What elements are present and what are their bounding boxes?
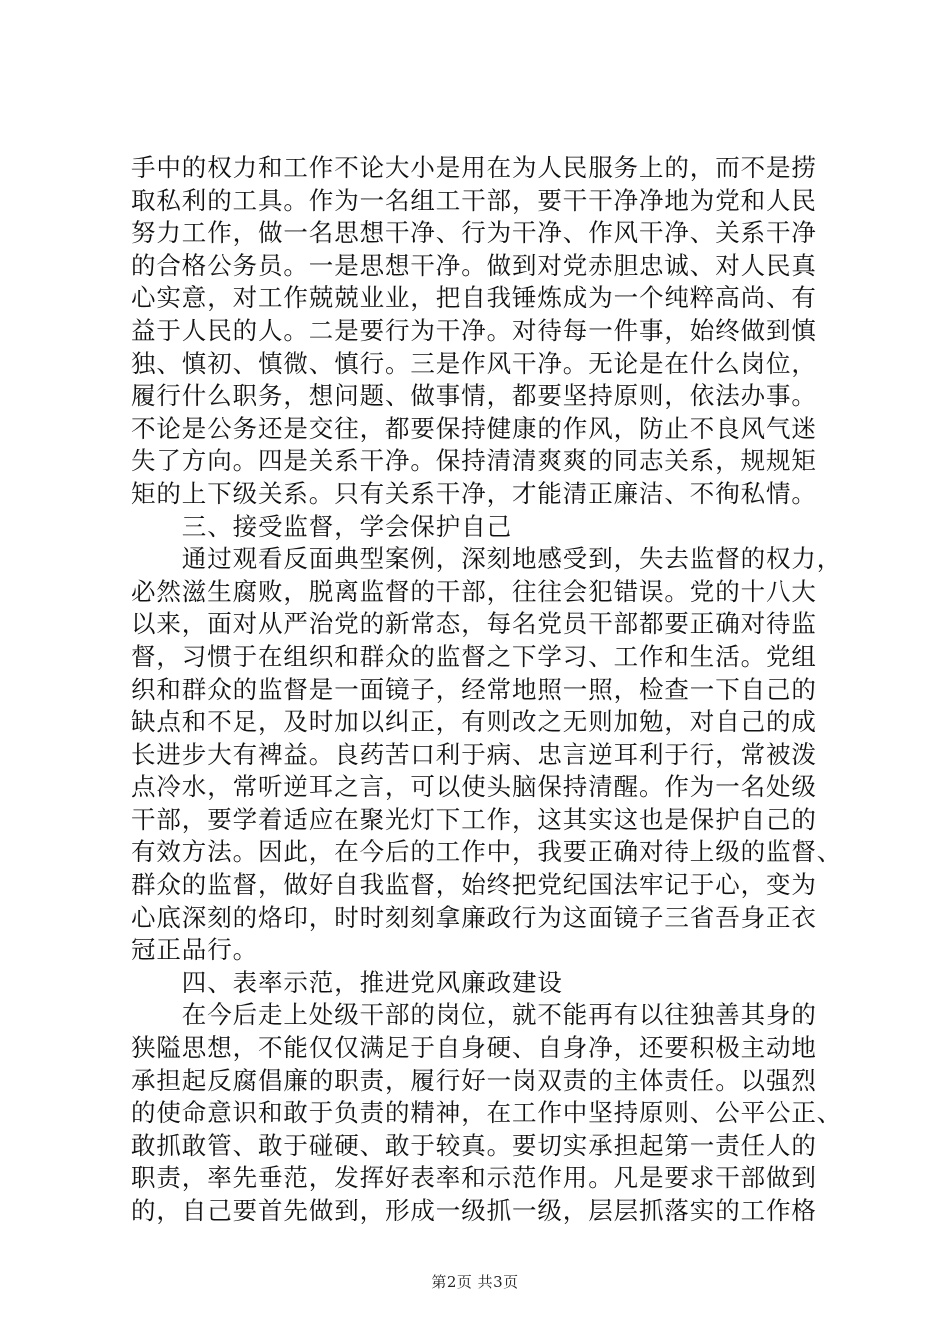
text-line: 长进步大有裨益。良药苦口利于病、忠言逆耳利于行，常被泼 bbox=[131, 739, 817, 769]
text-line: 不论是公务还是交往，都要保持健康的作风，防止不良风气迷 bbox=[131, 413, 817, 443]
text-line: 必然滋生腐败，脱离监督的干部，往往会犯错误。党的十八大 bbox=[131, 576, 817, 606]
text-line: 的使命意识和敢于负责的精神，在工作中坚持原则、公平公正、 bbox=[131, 1098, 843, 1128]
text-line: 点冷水，常听逆耳之言，可以使头脑保持清醒。作为一名处级 bbox=[131, 772, 817, 802]
text-line: 冠正品行。 bbox=[131, 935, 258, 965]
text-line: 在今后走上处级干部的岗位，就不能再有以往独善其身的 bbox=[131, 1000, 817, 1030]
text-line: 独、慎初、慎微、慎行。三是作风干净。无论是在什么岗位， bbox=[131, 348, 817, 378]
text-line: 努力工作，做一名思想干净、行为干净、作风干净、关系干净 bbox=[131, 218, 817, 248]
page-number-footer: 第2页 共3页 bbox=[431, 1273, 519, 1291]
section-heading: 四、表率示范，推进党风廉政建设 bbox=[131, 967, 563, 997]
text-line: 群众的监督，做好自我监督，始终把党纪国法牢记于心，变为 bbox=[131, 870, 817, 900]
section-heading: 三、接受监督，学会保护自己 bbox=[131, 511, 512, 541]
text-line: 心底深刻的烙印，时时刻刻拿廉政行为这面镜子三省吾身正衣 bbox=[131, 902, 817, 932]
text-line: 狭隘思想，不能仅仅满足于自身硬、自身净，还要积极主动地 bbox=[131, 1033, 817, 1063]
text-line: 失了方向。四是关系干净。保持清清爽爽的同志关系，规规矩 bbox=[131, 446, 817, 476]
text-line: 干部，要学着适应在聚光灯下工作，这其实这也是保护自己的 bbox=[131, 804, 817, 834]
text-line: 通过观看反面典型案例，深刻地感受到，失去监督的权力， bbox=[131, 544, 843, 574]
text-line: 益于人民的人。二是要行为干净。对待每一件事，始终做到慎 bbox=[131, 315, 817, 345]
text-line: 缺点和不足，及时加以纠正，有则改之无则加勉，对自己的成 bbox=[131, 707, 817, 737]
text-line: 履行什么职务，想问题、做事情，都要坚持原则，依法办事。 bbox=[131, 381, 817, 411]
text-line: 职责，率先垂范，发挥好表率和示范作用。凡是要求干部做到 bbox=[131, 1163, 817, 1193]
text-line: 有效方法。因此，在今后的工作中，我要正确对待上级的监督、 bbox=[131, 837, 843, 867]
text-line: 的合格公务员。一是思想干净。做到对党赤胆忠诚、对人民真 bbox=[131, 250, 817, 280]
text-line: 手中的权力和工作不论大小是用在为人民服务上的，而不是捞 bbox=[131, 153, 817, 182]
document-body bbox=[131, 152, 843, 1228]
text-line: 矩的上下级关系。只有关系干净，才能清正廉洁、不徇私情。 bbox=[131, 478, 817, 508]
text-line: 织和群众的监督是一面镜子，经常地照一照，检查一下自己的 bbox=[131, 674, 817, 704]
text-line: 承担起反腐倡廉的职责，履行好一岗双责的主体责任。以强烈 bbox=[131, 1065, 817, 1095]
text-line: 敢抓敢管、敢于碰硬、敢于较真。要切实承担起第一责任人的 bbox=[131, 1130, 817, 1160]
text-line: 的，自己要首先做到，形成一级抓一级，层层抓落实的工作格 bbox=[131, 1196, 817, 1225]
text-line: 以来，面对从严治党的新常态，每名党员干部都要正确对待监 bbox=[131, 609, 817, 639]
text-line: 心实意，对工作兢兢业业，把自我锤炼成为一个纯粹高尚、有 bbox=[131, 283, 817, 313]
text-line: 督，习惯于在组织和群众的监督之下学习、工作和生活。党组 bbox=[131, 641, 817, 671]
text-line: 取私利的工具。作为一名组工干部，要干干净净地为党和人民 bbox=[131, 185, 817, 215]
